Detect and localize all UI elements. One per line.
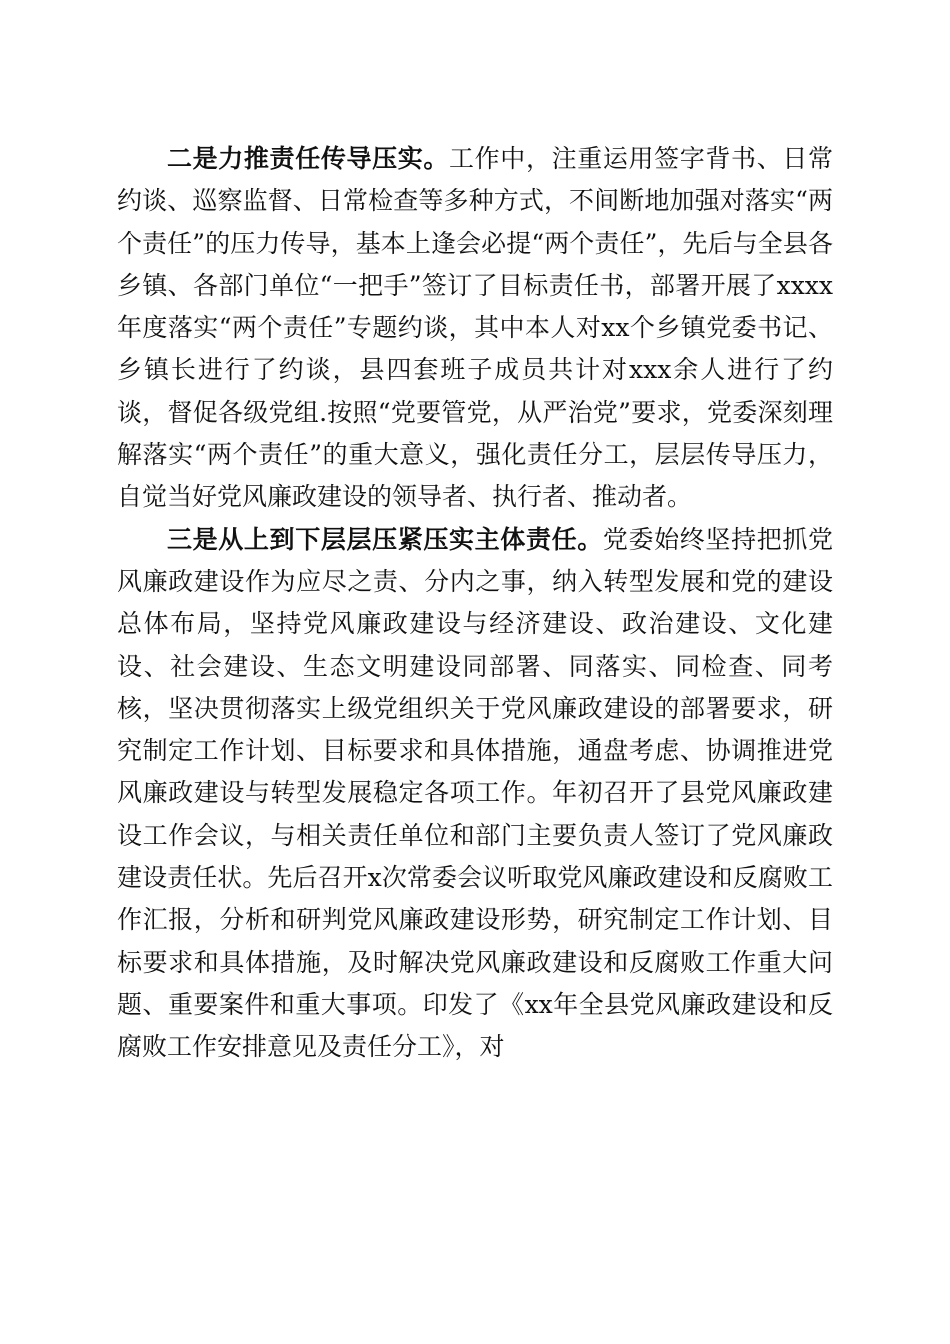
paragraph-text: 工作中，注重运用签字背书、日常约谈、巡察监督、日常检查等多种方式，不间断地加强对落实“两个责任”的压力传导，基本上逢会必提“两个责任”，先后与全县各乡镇、各部门单位“一把手”签订了目标责任书，部署开展了xxxx年度落实“两个责任”专题约谈，其中本人对xx个乡镇党委书记、乡镇长进行了约谈，县四套班子成员共计对xxx余人进行了约谈，督促各级党组.按照“党要管党，从严治党”要求，党委深刻理解落实“两个责任”的重大意义，强化责任分工，层层传导压力，自觉当好党风廉政建设的领导者、执行者、推动者。 [117, 144, 833, 512]
paragraph-lead: 二是力推责任传导压实。 [167, 144, 450, 173]
paragraph-text: 党委始终坚持把抓党风廉政建设作为应尽之责、分内之事，纳入转型发展和党的建设总体布局，坚持党风廉政建设与经济建设、政治建设、文化建设、社会建设、生态文明建设同部署、同落实、同检查、同考核，坚决贯彻落实上级党组织关于党风廉政建设的部署要求，研究制定工作计划、目标要求和具体措施，通盘考虑、协调推进党风廉政建设与转型发展稳定各项工作。年初召开了县党风廉政建设工作会议，与相关责任单位和部门主要负责人签订了党风廉政建设责任状。先后召开x次常委会议听取党风廉政建设和反腐败工作汇报，分析和研判党风廉政建设形势，研究制定工作计划、目标要求和具体措施，及时解决党风廉政建设和反腐败工作重大问题、重要案件和重大事项。印发了《xx年全县党风廉政建设和反腐败工作安排意见及责任分工》，对 [117, 524, 833, 1062]
paragraph-responsibility-transmission [117, 138, 833, 519]
paragraph-lead: 三是从上到下层层压紧压实主体责任。 [167, 524, 603, 554]
document-body [117, 138, 833, 1069]
paragraph-main-responsibility [117, 519, 833, 1069]
